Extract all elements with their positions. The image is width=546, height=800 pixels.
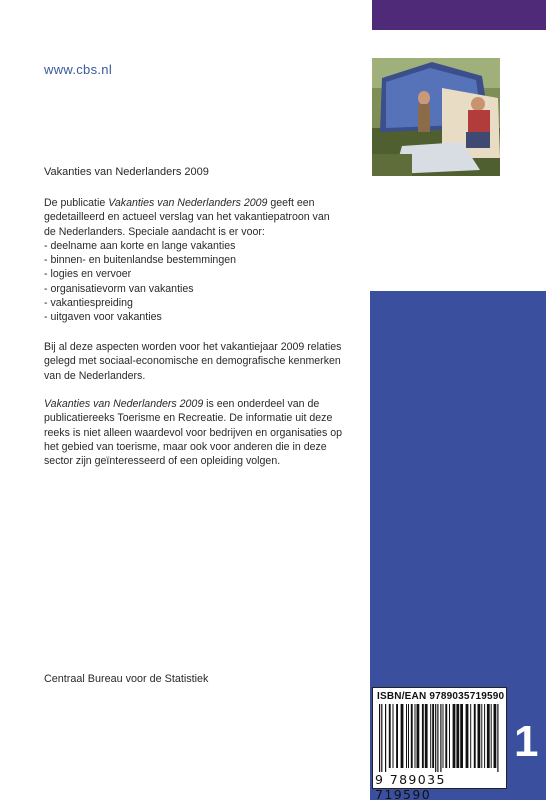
description-paragraph-1: [44, 196, 344, 325]
publisher-name: Centraal Bureau voor de Statistiek: [44, 673, 209, 685]
barcode-bar: [456, 704, 459, 768]
topic-item: - uitgaven voor vakanties: [44, 311, 162, 324]
barcode-bar: [435, 704, 436, 772]
book-title: Vakanties van Nederlanders 2009: [44, 166, 209, 178]
topic-list: [44, 239, 344, 325]
camping-photo: [372, 58, 500, 176]
barcode-bar: [443, 704, 444, 768]
spine-number-fragment: 1: [514, 717, 539, 766]
website-url[interactable]: www.cbs.nl: [44, 62, 113, 77]
barcode-bar: [408, 704, 409, 768]
barcode-bar: [411, 704, 413, 768]
intro-text: De publicatie Vakanties van Nederlanders 2009 geeft een gedetailleerd en actueel verslag van het vakantiepatroon van de Nederlanders. Speciale aandacht is er voor:: [44, 197, 330, 238]
barcode-bar: [422, 704, 424, 768]
barcode-bar: [484, 704, 485, 768]
barcode-bar: [393, 704, 394, 768]
topic-item: - organisatievorm van vakanties: [44, 282, 194, 295]
isbn-digits: 9 789035 719590: [375, 772, 446, 800]
barcode-bar: [430, 704, 431, 768]
purple-color-band: [372, 0, 546, 30]
barcode-bar: [381, 704, 382, 772]
barcode-bar: [406, 704, 407, 768]
topic-item: - deelname aan korte en lange vakanties: [44, 239, 236, 252]
barcode-bar: [466, 704, 469, 768]
barcode-bar: [481, 704, 482, 768]
barcode-bar: [445, 704, 447, 768]
topic-item: - logies en vervoer: [44, 268, 132, 281]
barcode-bar: [379, 704, 380, 772]
barcode-bar: [497, 704, 498, 772]
barcode-box: [372, 687, 507, 800]
barcode-bars: [377, 704, 502, 772]
barcode-bar: [460, 704, 463, 768]
barcode-bar: [440, 704, 441, 772]
barcode-bar: [494, 704, 497, 768]
topic-item: - vakantiespreiding: [44, 297, 133, 310]
barcode-bar: [389, 704, 391, 768]
barcode-bar: [449, 704, 450, 768]
description-paragraph-2: Bij al deze aspecten worden voor het vakantiejaar 2009 relaties gelegd met sociaal-economische en demografische kenmerken van de Nederlanders.: [44, 341, 342, 382]
barcode-bar: [401, 704, 404, 768]
barcode-bar: [474, 704, 476, 768]
barcode-bar: [478, 704, 481, 768]
barcode-bar: [491, 704, 492, 768]
barcode-bar: [415, 704, 416, 768]
barcode-bar: [437, 704, 438, 772]
barcode-bar: [470, 704, 471, 768]
barcode-bar: [425, 704, 428, 768]
barcode-bar: [385, 704, 386, 772]
barcode-bar: [432, 704, 434, 768]
barcode-bar: [453, 704, 456, 768]
barcode-bar: [487, 704, 490, 768]
topic-item: - binnen- en buitenlandse bestemmingen: [44, 254, 236, 267]
isbn-label: ISBN/EAN 9789035719590: [377, 691, 505, 702]
description-paragraph-3: Vakanties van Nederlanders 2009 is een onderdeel van de publicatiereeks Toerisme en Recreatie. De informatie uit deze reeks is niet alleen waardevol voor bedrijven en organisaties op het gebied van toerisme, maar ook voor anderen die in deze sector zijn geïnteresseerd of een opleiding volgen.: [44, 398, 342, 468]
barcode-bar: [396, 704, 398, 768]
barcode-bar: [417, 704, 420, 768]
